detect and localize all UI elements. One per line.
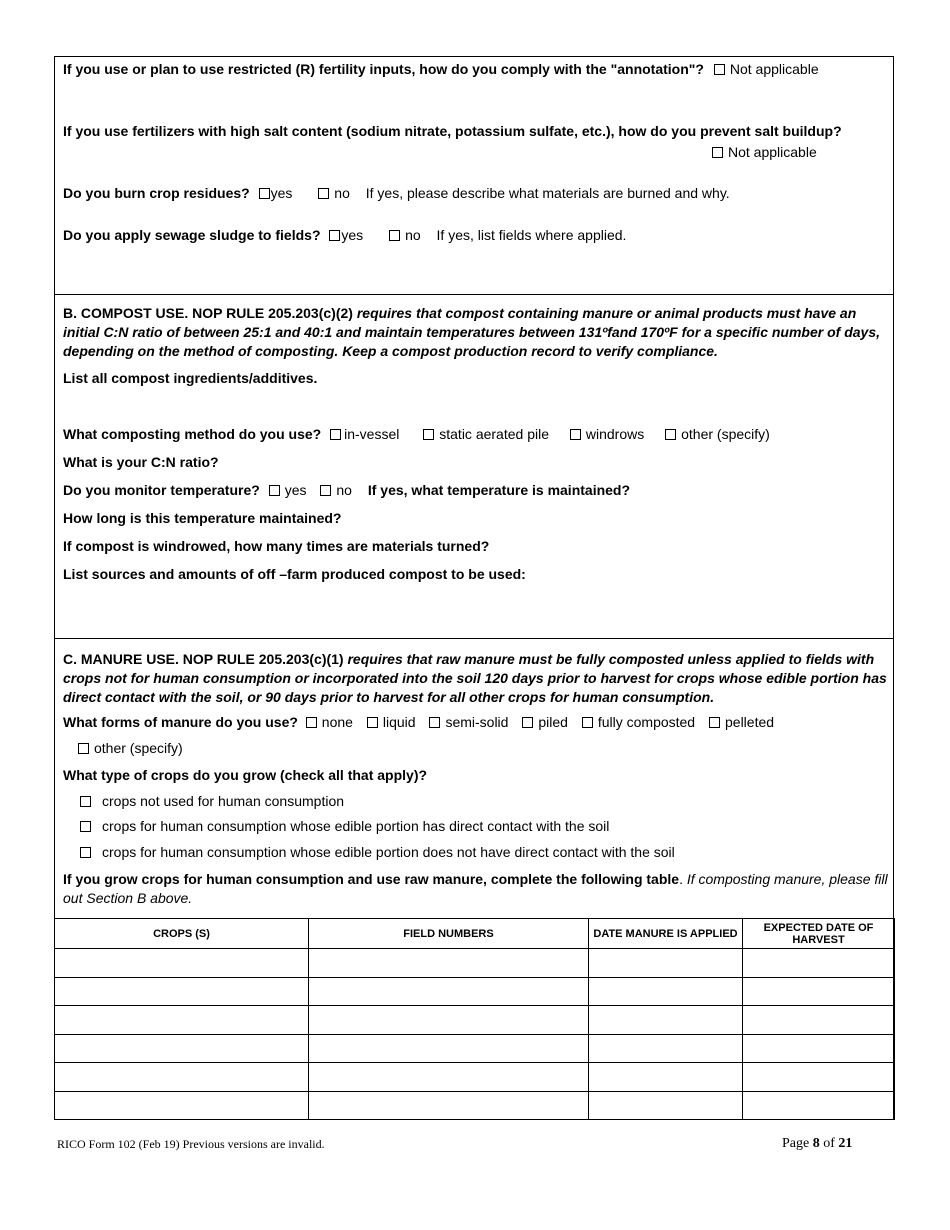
monitor-temp-question: Do you monitor temperature?	[63, 482, 260, 498]
table-header-row	[55, 919, 895, 949]
yes-label: yes	[284, 482, 307, 498]
form-checkbox[interactable]	[522, 717, 533, 728]
form-option-semi-solid[interactable]	[429, 714, 508, 730]
form-checkbox[interactable]	[367, 717, 378, 728]
table-cell[interactable]	[55, 1091, 309, 1120]
table-cell[interactable]	[589, 1091, 743, 1120]
form-option-other[interactable]	[78, 740, 183, 757]
form-checkbox[interactable]	[709, 717, 720, 728]
method-label: other (specify)	[681, 426, 770, 442]
method-checkbox[interactable]	[330, 429, 341, 440]
burn-yes-checkbox[interactable]	[259, 188, 270, 199]
method-label: windrows	[585, 426, 645, 442]
compost-method-question: What composting method do you use?	[63, 426, 322, 442]
compost-ingredients-question: List all compost ingredients/additives.	[63, 370, 318, 386]
burn-yes-option[interactable]	[259, 185, 293, 201]
table-cell[interactable]	[55, 1006, 309, 1035]
crop-types-question: What type of crops do you grow (check all that apply)?	[63, 767, 428, 783]
restricted-inputs-row	[63, 61, 819, 78]
table-cell[interactable]	[743, 949, 895, 978]
form-option-fully-composted[interactable]	[582, 714, 695, 730]
salt-na-option[interactable]	[712, 144, 817, 161]
form-label: pelleted	[725, 714, 775, 730]
burn-no-checkbox[interactable]	[318, 188, 329, 199]
form-label: none	[321, 714, 353, 730]
sludge-row	[63, 227, 626, 244]
method-label: in-vessel	[344, 426, 400, 442]
monitor-temp-row	[63, 482, 630, 499]
compost-heading: B. COMPOST USE. NOP RULE 205.203(c)(2)	[63, 305, 353, 321]
table-row	[55, 1034, 895, 1063]
method-option-other[interactable]	[665, 426, 770, 442]
sludge-yes-option[interactable]	[329, 227, 363, 243]
table-instruction-italic: If composting manure, please fill out Section B above.	[63, 871, 888, 906]
page-of-label: of	[823, 1136, 835, 1151]
section-divider	[54, 294, 894, 295]
sludge-followup: If yes, list fields where applied.	[436, 227, 627, 243]
burn-question: Do you burn crop residues?	[63, 185, 250, 201]
table-instruction-bold: If you grow crops for human consumption and use raw manure, complete the following table	[63, 871, 680, 887]
page-total: 21	[838, 1136, 853, 1151]
no-label: no	[405, 227, 421, 243]
table-cell[interactable]	[589, 949, 743, 978]
table-cell[interactable]	[743, 1091, 895, 1120]
monitor-no-option[interactable]	[320, 482, 352, 498]
method-checkbox[interactable]	[665, 429, 676, 440]
table-instruction	[63, 870, 889, 908]
form-option-pelleted[interactable]	[709, 714, 774, 730]
cn-ratio-question: What is your C:N ratio?	[63, 454, 219, 470]
table-row	[55, 1006, 895, 1035]
manure-rule-paragraph	[63, 650, 889, 707]
monitor-yes-option[interactable]	[269, 482, 307, 498]
table-row	[55, 1091, 895, 1120]
form-checkbox[interactable]	[429, 717, 440, 728]
monitor-no-checkbox[interactable]	[320, 485, 331, 496]
method-label: static aerated pile	[439, 426, 549, 442]
salt-na-checkbox[interactable]	[712, 147, 723, 158]
method-option-in-vessel[interactable]	[330, 426, 399, 442]
sludge-no-option[interactable]	[389, 227, 421, 243]
table-cell[interactable]	[589, 1063, 743, 1092]
table-row	[55, 977, 895, 1006]
offfarm-compost-question: List sources and amounts of off –farm produced compost to be used:	[63, 566, 526, 582]
method-option-static-aerated-pile[interactable]	[423, 426, 549, 442]
sludge-yes-checkbox[interactable]	[329, 230, 340, 241]
salt-question: If you use fertilizers with high salt content (sodium nitrate, potassium sulfate, etc.), how do you prevent salt buildup?	[63, 123, 842, 139]
table-cell[interactable]	[309, 1063, 589, 1092]
table-cell[interactable]	[743, 1006, 895, 1035]
table-cell[interactable]	[309, 1034, 589, 1063]
table-instruction-period: .	[679, 871, 683, 887]
page-label: Page	[782, 1136, 810, 1151]
restricted-na-option[interactable]	[714, 61, 819, 77]
compost-method-row	[63, 426, 770, 443]
crop-type-option[interactable]	[80, 793, 344, 810]
table-cell[interactable]	[743, 977, 895, 1006]
compost-rule-paragraph	[63, 304, 889, 361]
method-checkbox[interactable]	[423, 429, 434, 440]
method-checkbox[interactable]	[570, 429, 581, 440]
manure-application-table	[54, 918, 895, 1120]
form-id-footer: RICO Form 102 (Feb 19) Previous versions are invalid.	[57, 1137, 325, 1151]
col-header-crops: CROPS (S)	[55, 919, 309, 949]
form-option-liquid[interactable]	[367, 714, 416, 730]
burn-row	[63, 185, 730, 202]
crop-type-label: crops for human consumption whose edible portion does not have direct contact with the soil	[102, 844, 675, 860]
manure-forms-question: What forms of manure do you use?	[63, 714, 298, 730]
table-cell[interactable]	[55, 977, 309, 1006]
table-cell[interactable]	[309, 1006, 589, 1035]
form-checkbox[interactable]	[582, 717, 593, 728]
crop-type-option[interactable]	[80, 818, 609, 835]
manure-heading: C. MANURE USE. NOP RULE 205.203(c)(1)	[63, 651, 344, 667]
crop-type-label: crops for human consumption whose edible portion has direct contact with the soil	[102, 818, 610, 834]
table-row	[55, 1063, 895, 1092]
manure-forms-row	[63, 714, 774, 731]
crop-type-checkbox[interactable]	[80, 796, 91, 807]
page-current: 8	[812, 1136, 820, 1151]
no-label: no	[336, 482, 352, 498]
section-divider	[54, 638, 894, 639]
crop-type-label: crops not used for human consumption	[102, 793, 345, 809]
restricted-na-checkbox[interactable]	[714, 64, 725, 75]
table-cell[interactable]	[309, 949, 589, 978]
table-cell[interactable]	[55, 949, 309, 978]
compost-rule-text: requires that compost containing manure or animal products must have an initial C:N ratio of between 25:1 and 40:1 and maintain temperatures between 131ºfand 170ºF for a specific number of days, depending on the method of composting. Keep a compost production record to verify compliance.	[63, 305, 880, 359]
form-checkbox[interactable]	[306, 717, 317, 728]
not-applicable-label: Not applicable	[728, 144, 817, 160]
crop-type-option[interactable]	[80, 844, 675, 861]
burn-no-option[interactable]	[318, 185, 350, 201]
monitor-yes-checkbox[interactable]	[269, 485, 280, 496]
col-header-date-applied: DATE MANURE IS APPLIED	[589, 919, 743, 949]
table-cell[interactable]	[55, 1063, 309, 1092]
yes-label: yes	[341, 227, 364, 243]
form-label: piled	[538, 714, 568, 730]
table-cell[interactable]	[309, 977, 589, 1006]
form-option-piled[interactable]	[522, 714, 568, 730]
page-number	[782, 1136, 852, 1152]
crop-type-checkbox[interactable]	[80, 821, 91, 832]
burn-followup: If yes, please describe what materials are burned and why.	[365, 185, 730, 201]
table-cell[interactable]	[743, 1063, 895, 1092]
table-cell[interactable]	[309, 1091, 589, 1120]
table-cell[interactable]	[589, 977, 743, 1006]
table-cell[interactable]	[589, 1034, 743, 1063]
form-checkbox[interactable]	[78, 743, 89, 754]
not-applicable-label: Not applicable	[729, 61, 819, 77]
crop-type-checkbox[interactable]	[80, 847, 91, 858]
table-cell[interactable]	[55, 1034, 309, 1063]
sludge-question: Do you apply sewage sludge to fields?	[63, 227, 321, 243]
manure-rule-text: requires that raw manure must be fully composted unless applied to fields with crops not for human consumption or incorporated into the soil 120 days prior to harvest for crops whose edible portion has direct contact with the soil, or 90 days prior to harvest for all other crops for human consumption.	[63, 651, 887, 705]
col-header-field-numbers: FIELD NUMBERS	[309, 919, 589, 949]
table-cell[interactable]	[743, 1034, 895, 1063]
table-cell[interactable]	[589, 1006, 743, 1035]
col-header-harvest-date: EXPECTED DATE OF HARVEST	[743, 919, 895, 949]
windrow-turns-question: If compost is windrowed, how many times are materials turned?	[63, 538, 490, 554]
form-label: liquid	[382, 714, 416, 730]
form-label: fully composted	[597, 714, 696, 730]
method-option-windrows[interactable]	[570, 426, 644, 442]
no-label: no	[334, 185, 350, 201]
form-label: other (specify)	[94, 740, 183, 756]
form-option-none[interactable]	[306, 714, 353, 730]
yes-label: yes	[270, 185, 293, 201]
sludge-no-checkbox[interactable]	[389, 230, 400, 241]
temp-duration-question: How long is this temperature maintained?	[63, 510, 342, 526]
table-row	[55, 949, 895, 978]
restricted-inputs-question: If you use or plan to use restricted (R) fertility inputs, how do you comply with the "annotation"?	[63, 61, 704, 77]
temp-maintained-question: If yes, what temperature is maintained?	[367, 482, 631, 498]
form-label: semi-solid	[445, 714, 509, 730]
